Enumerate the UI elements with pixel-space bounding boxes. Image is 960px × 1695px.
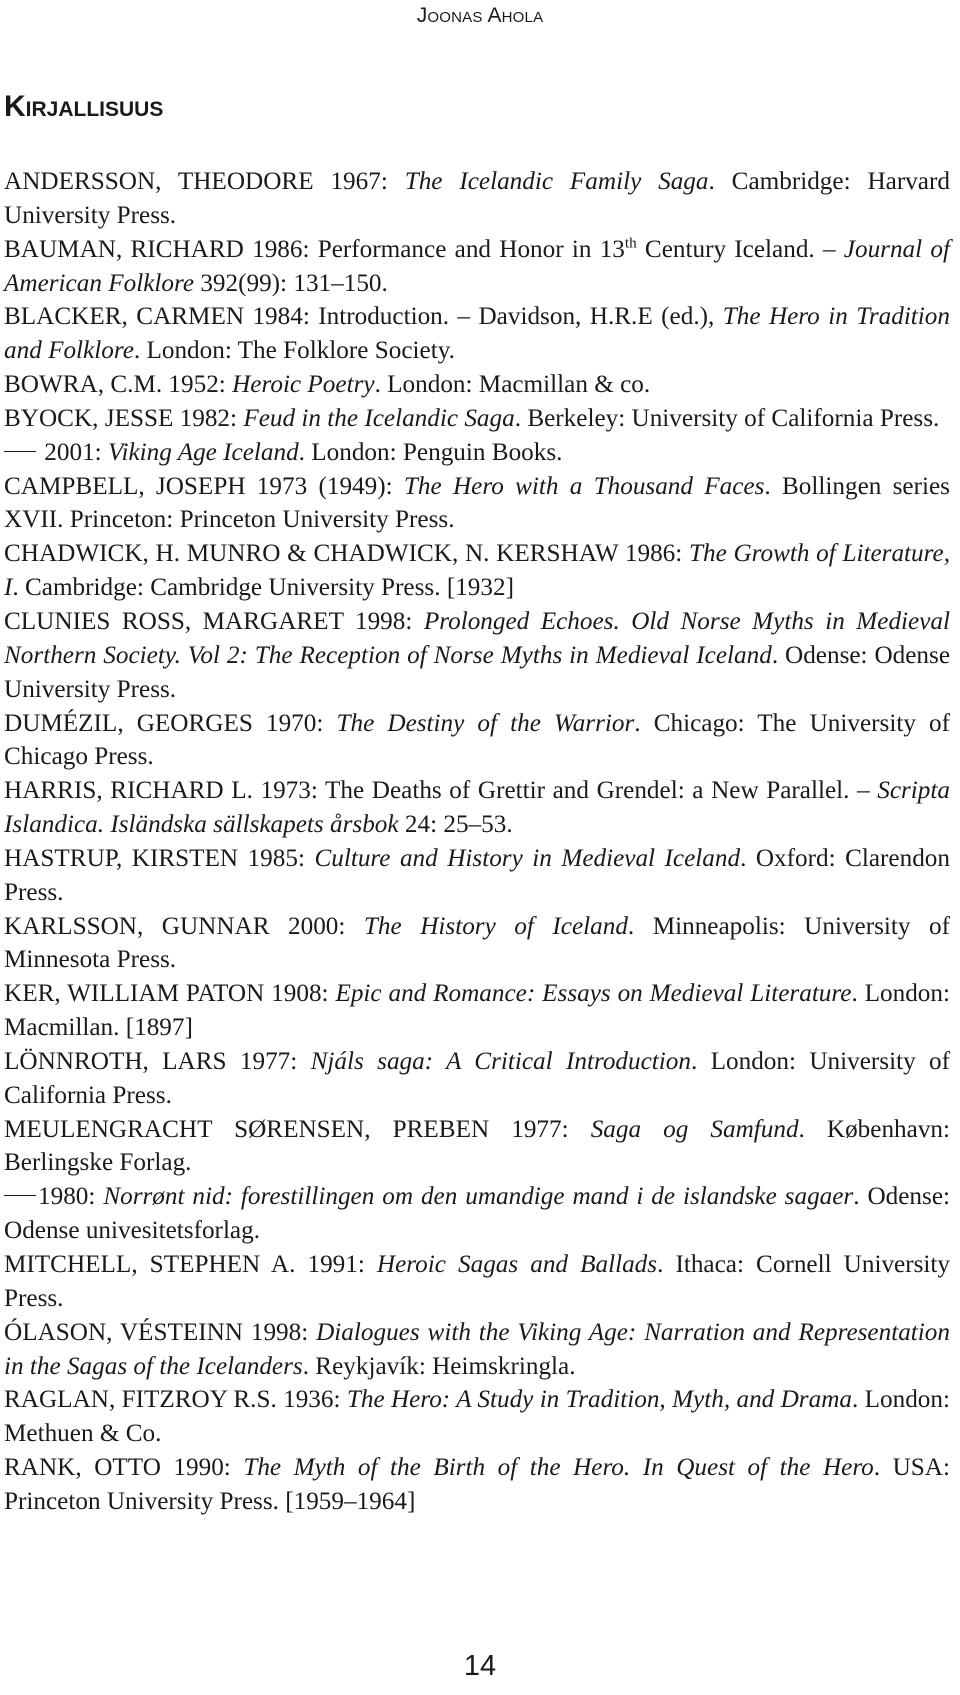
reference-text: ANDERSSON, THEODORE 1967:	[4, 168, 405, 195]
reference-superscript: th	[624, 235, 637, 252]
reference-title: Saga og Samfund	[590, 1115, 799, 1143]
reference-text: . London: The Folklore Society.	[133, 337, 455, 365]
reference-text: . London: Methuen & Co.	[4, 1386, 950, 1448]
reference-entry	[4, 774, 950, 842]
reference-title: Heroic Sagas and Ballads	[376, 1251, 658, 1278]
reference-title: Heroic Poetry	[232, 371, 375, 399]
reference-title: The Hero with a Thousand Faces	[403, 472, 765, 500]
reference-text: RANK, OTTO 1990:	[4, 1454, 244, 1482]
reference-text: 24: 25–53.	[398, 811, 513, 839]
section-title: Kirjallisuus	[4, 90, 164, 123]
reference-text: . USA: Princeton University Press. [1959–1964]	[4, 1454, 950, 1515]
reference-text: 2001:	[38, 438, 108, 466]
reference-text: . Odense: Odense University Press.	[4, 641, 951, 703]
reference-title: Scripta Islandica. Isländska sällskapets årsbok	[4, 777, 950, 839]
reference-title: The Myth of the Birth of the Hero. In Quest of the Hero	[243, 1454, 874, 1482]
reference-text: . London: University of California Press.	[4, 1047, 950, 1109]
reference-entry	[4, 707, 950, 775]
reference-entry	[4, 910, 950, 978]
reference-title: Norrønt nid: forestillingen om den umandige mand i de islandske sagaer	[103, 1183, 854, 1211]
reference-text: BOWRA, C.M. 1952:	[4, 371, 233, 399]
reference-title: Culture and History in Medieval Iceland	[314, 844, 741, 872]
reference-text: LÖNNROTH, LARS 1977:	[4, 1047, 311, 1075]
reference-title: Epic and Romance: Essays on Medieval Literature	[335, 980, 852, 1008]
reference-text: RAGLAN, FITZROY R.S. 1936:	[4, 1386, 347, 1414]
ditto-dash	[4, 451, 36, 452]
reference-text: KER, WILLIAM PATON 1908:	[4, 980, 336, 1008]
reference-entry	[4, 605, 950, 707]
reference-text: 392(99): 131–150.	[194, 269, 388, 297]
reference-title: The History of Iceland	[363, 912, 628, 940]
reference-text: . Cambridge: Harvard University Press.	[4, 168, 950, 229]
reference-entry	[4, 165, 950, 233]
ditto-dash	[4, 1195, 36, 1196]
reference-entry	[4, 1113, 950, 1181]
reference-title: The Destiny of the Warrior	[336, 709, 635, 737]
reference-text: BYOCK, JESSE 1982:	[4, 404, 244, 432]
reference-entry	[4, 436, 950, 470]
reference-text: HARRIS, RICHARD L. 1973: The Deaths of Grettir and Grendel: a New Parallel. –	[4, 777, 878, 805]
running-head: Joonas Ahola	[416, 4, 544, 27]
reference-text: ÓLASON, VÉSTEINN 1998:	[4, 1318, 317, 1346]
reference-text: . Berkeley: University of California Press.	[514, 404, 940, 432]
reference-entry	[4, 233, 950, 301]
reference-text: . Oxford: Clarendon Press.	[4, 844, 950, 906]
reference-text: MEULENGRACHT SØRENSEN, PREBEN 1977:	[4, 1115, 591, 1143]
reference-text: . London: Macmillan. [1897]	[4, 980, 950, 1042]
bibliography-list	[4, 165, 950, 1519]
reference-entry	[4, 368, 950, 402]
reference-entry	[4, 537, 950, 605]
reference-entry	[4, 1451, 950, 1519]
reference-text: . Odense: Odense univesitetsforlag.	[4, 1183, 951, 1245]
reference-text: 1980:	[38, 1183, 104, 1211]
reference-text: Century Iceland. –	[636, 235, 844, 263]
reference-entry	[4, 977, 950, 1045]
reference-text: CAMPBELL, JOSEPH 1973 (1949):	[4, 472, 404, 500]
reference-entry	[4, 1180, 950, 1248]
reference-entry	[4, 1383, 950, 1451]
reference-text: KARLSSON, GUNNAR 2000:	[4, 912, 364, 940]
reference-title: Prolonged Echoes. Old Norse Myths in Medieval Northern Society. Vol 2: The Reception of Norse Myths in Medieval Iceland	[4, 607, 950, 669]
reference-title: Njáls saga: A Critical Introduction	[310, 1047, 691, 1075]
reference-title: The Growth of Literature, I	[4, 540, 950, 602]
reference-title: Viking Age Iceland	[107, 438, 299, 466]
reference-text: CHADWICK, H. MUNRO & CHADWICK, N. KERSHAW 1986:	[4, 540, 689, 568]
reference-entry	[4, 1316, 950, 1384]
reference-text: . Bollingen series XVII. Princeton: Princeton University Press.	[4, 472, 950, 534]
reference-entry	[4, 470, 950, 538]
reference-entry	[4, 1045, 950, 1113]
reference-text: . Ithaca: Cornell University Press.	[4, 1251, 950, 1312]
reference-title: The Hero: A Study in Tradition, Myth, and Drama	[346, 1386, 852, 1414]
reference-text: CLUNIES ROSS, MARGARET 1998:	[4, 607, 424, 635]
reference-title: The Icelandic Family Saga	[404, 168, 709, 195]
reference-text: DUMÉZIL, GEORGES 1970:	[4, 709, 337, 737]
reference-entry	[4, 842, 950, 910]
reference-text: . Reykjavík: Heimskringla.	[302, 1352, 576, 1380]
reference-entry	[4, 402, 950, 436]
reference-text: . Chicago: The University of Chicago Press.	[4, 709, 951, 771]
reference-title: Dialogues with the Viking Age: Narration and Representation in the Sagas of the Icelanders	[4, 1318, 950, 1380]
reference-text: BLACKER, CARMEN 1984: Introduction. – Davidson, H.R.E (ed.),	[4, 303, 723, 331]
reference-text: MITCHELL, STEPHEN A. 1991:	[4, 1251, 377, 1278]
reference-text: BAUMAN, RICHARD 1986: Performance and Honor in 13	[4, 235, 625, 263]
reference-entry	[4, 1248, 950, 1316]
reference-text: . Cambridge: Cambridge University Press. [1932]	[12, 574, 514, 602]
page-number: 14	[463, 1650, 497, 1682]
reference-text: . London: Macmillan & co.	[374, 371, 651, 399]
reference-text: . København: Berlingske Forlag.	[4, 1115, 950, 1177]
reference-text: HASTRUP, KIRSTEN 1985:	[4, 844, 315, 872]
reference-text: . Minneapolis: University of Minnesota Press.	[4, 912, 950, 974]
reference-title: Feud in the Icelandic Saga	[243, 404, 515, 432]
reference-entry	[4, 300, 950, 368]
reference-text: . London: Penguin Books.	[298, 438, 563, 466]
reference-title: Journal of American Folklore	[4, 235, 950, 297]
reference-title: The Hero in Tradition and Folklore	[4, 303, 950, 365]
